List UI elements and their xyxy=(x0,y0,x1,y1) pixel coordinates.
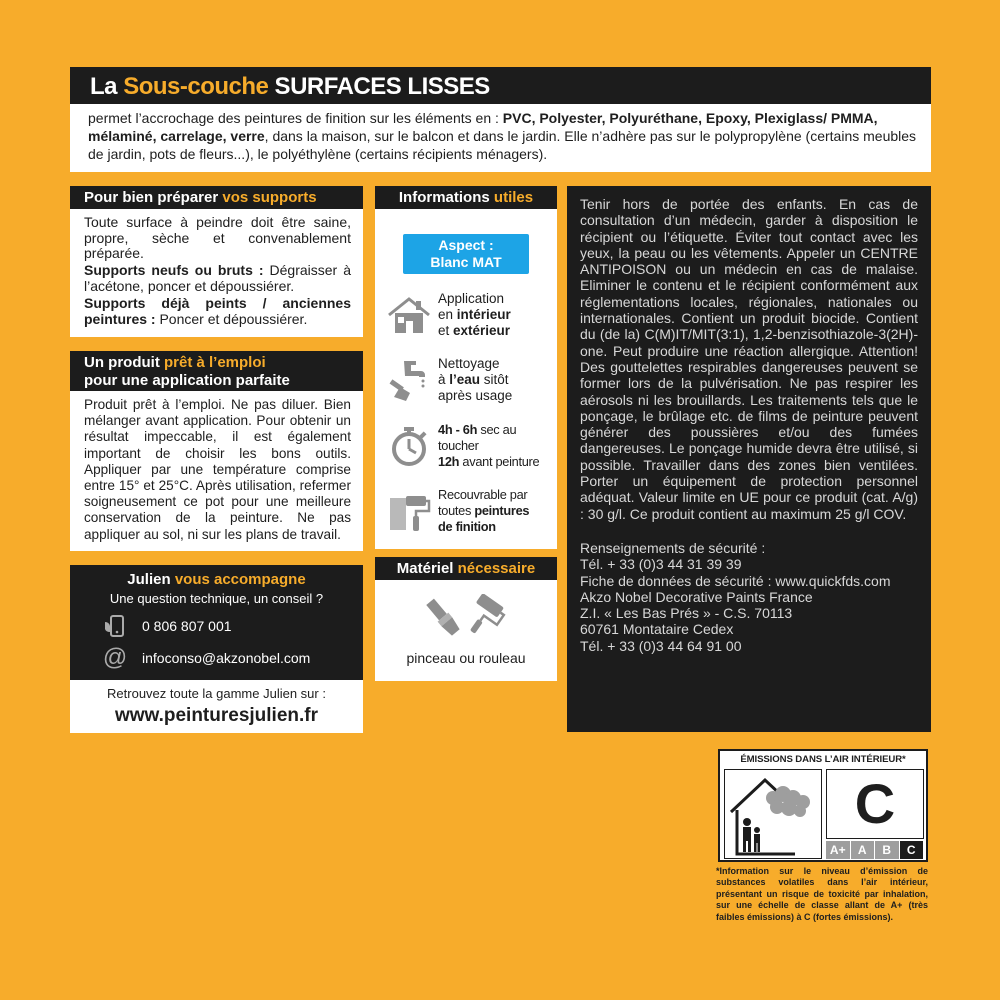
product-text: Produit prêt à l’emploi. Ne pas diluer. Bien mélanger avant application. Pour obtenir un résultat impeccable, il est également important de choisir les bons outils. Appliquer par une température comprise entre 15° et 25°C. Après utilisation, refermer soigneusement ce pot pour une meilleure conservation de la peinture. Ne pas appliquer au sol, ni sur les plans de travail. xyxy=(84,397,351,542)
prep-panel xyxy=(70,209,363,337)
info-heading xyxy=(375,186,557,209)
dry-repaint-time: 12h xyxy=(438,454,460,469)
contact-panel xyxy=(70,565,363,680)
prep-text-general: Toute surface à peindre doit être saine, propre, sèche et convenablement préparée. xyxy=(84,214,351,261)
title-highlight: Sous-couche xyxy=(123,73,269,100)
contact-email-row[interactable] xyxy=(102,645,310,671)
clean-line2a: à xyxy=(438,372,450,387)
app-line3a: et xyxy=(438,323,454,338)
prep-heading-white: Pour bien préparer xyxy=(84,189,223,206)
aspect-label: Aspect : xyxy=(438,237,494,253)
safety-line-4: Akzo Nobel Decorative Paints France xyxy=(580,588,813,605)
prep-text-new: Dégraisser à l’acétone, poncer et dépoussiérer. xyxy=(84,261,351,294)
contact-title-yellow: vous accompagne xyxy=(174,571,306,588)
contact-title-white: Julien xyxy=(127,571,175,588)
app-line2a: en xyxy=(438,307,457,322)
safety-panel xyxy=(567,186,931,732)
safety-text: Tenir hors de portée des enfants. En cas de consultation d’un médecin, garder à disposition le récipient ou l’étiquette. Éviter tout contact avec les yeux, la peau ou les vêtements. Appeler un CENTRE ANTIPOISON ou un médecin en cas de malaise. Eliminer le contenu et le récipient conformément aux réglementations locales, régionales, nationales ou internationales. Contient un produit biocide. Contient du (de la) C(M)IT/MIT(3:1), 1,2-benzisothiazole-3(2H)-one. Peut produire une réaction allergique. Attention! Des gouttelettes respirables dangereuses peuvent se former lors de la pulvérisation. Ne pas respirer les aérosols ni les brouillards. Les traitements tels que le ponçage, le brûlage etc. de films de peinture peuvent générer des poussières et/ou des fumées dangereuses. Le ponçage humide devra être utilisé, si possible. Travailler dans des zones bien ventilées. Porter un équipement de protection personnel adéquat. Valeur limite en UE pour ce produit (cat. A/g) : 30 g/l. Ce produit contient au maximum 25 g/l COV. xyxy=(580,196,918,522)
contact-title xyxy=(70,571,363,588)
aspect-value: Blanc MAT xyxy=(430,254,502,270)
contact-email[interactable]: infoconso@akzonobel.com xyxy=(142,650,311,666)
title-prefix: La xyxy=(90,73,124,100)
recoat-paints: peintures xyxy=(474,503,530,518)
app-line1: Application xyxy=(438,291,505,306)
product-heading xyxy=(70,351,363,391)
product-heading-yellow: prêt à l’emploi xyxy=(163,354,266,371)
prep-label-painted: Supports déjà peints / anciennes peintures : xyxy=(84,294,351,327)
range-panel xyxy=(70,680,363,733)
info-recoat xyxy=(383,487,555,535)
brush-roller-icon xyxy=(425,594,509,645)
intro-end: , dans la maison, sur le balcon et dans le jardin. Elle n’adhère pas sur le polypropylène (certains meubles de jardin, pots de fleurs...), le polyéthylène (certains récipients ménagers). xyxy=(88,128,917,162)
intro-start: permet l’accrochage des peintures de finition sur les éléments en : xyxy=(88,110,503,126)
clean-water: l’eau xyxy=(449,372,481,387)
house-icon xyxy=(383,291,435,339)
scale-c: C xyxy=(900,841,924,859)
info-cleaning xyxy=(383,356,555,404)
intro-text xyxy=(70,104,931,172)
faucet-brush-icon xyxy=(383,356,435,404)
prep-heading xyxy=(70,186,363,209)
info-application xyxy=(383,291,555,339)
page-title xyxy=(70,67,931,104)
app-exterior: extérieur xyxy=(453,323,511,338)
dry-line1b: sec au xyxy=(477,422,517,437)
scale-b: B xyxy=(875,841,899,859)
emission-note: *Information sur le niveau d’émission de substances volatiles dans l’air intérieur, présentant un risque de toxicité par inhalation, sur une échelle de classe allant de A+ (très faibles émissions) à C (fortes émissions). xyxy=(716,866,928,922)
title-suffix: SURFACES LISSES xyxy=(268,73,490,100)
material-heading-yellow: nécessaire xyxy=(457,560,536,577)
contact-phone-row[interactable] xyxy=(102,613,232,639)
material-heading-white: Matériel xyxy=(396,560,458,577)
contact-phone[interactable]: 0 806 807 001 xyxy=(142,618,232,634)
product-heading-line2: pour une application parfaite xyxy=(84,372,290,389)
material-panel xyxy=(375,580,557,681)
emission-class: C xyxy=(826,769,924,839)
emission-title: ÉMISSIONS DANS L’AIR INTÉRIEUR* xyxy=(740,754,906,765)
website-link[interactable]: www.peinturesjulien.fr xyxy=(114,705,319,726)
scale-a-plus: A+ xyxy=(826,841,850,859)
safety-line-3: Fiche de données de sécurité : www.quickfds.com xyxy=(580,572,891,589)
aspect-badge xyxy=(403,234,529,274)
material-text: pinceau ou rouleau xyxy=(406,650,526,666)
info-heading-yellow: utiles xyxy=(493,189,534,206)
info-heading-white: Informations xyxy=(398,189,494,206)
dry-line3b: avant peinture xyxy=(459,454,540,469)
dry-touch-time: 4h - 6h xyxy=(438,422,478,437)
emission-scale xyxy=(826,841,924,859)
house-emission-icon xyxy=(724,769,822,859)
dry-line2: toucher xyxy=(438,438,479,453)
emission-badge xyxy=(718,749,928,862)
phone-icon xyxy=(102,613,128,639)
stopwatch-icon xyxy=(383,422,435,470)
safety-line-1: Renseignements de sécurité : xyxy=(580,539,766,556)
prep-painted-supports xyxy=(84,295,351,328)
intro-materials: PVC, Polyester, Polyuréthane, Epoxy, Plexiglass/ PMMA, mélaminé, carrelage, verre xyxy=(88,110,878,144)
prep-label-new: Supports neufs ou bruts : xyxy=(84,261,264,278)
material-heading xyxy=(375,557,557,580)
prep-new-supports xyxy=(84,262,351,295)
info-drying xyxy=(383,422,555,470)
prep-heading-yellow: vos supports xyxy=(222,189,317,206)
at-icon: @ xyxy=(102,644,128,671)
safety-line-7: Tél. + 33 (0)3 44 64 91 00 xyxy=(580,637,742,654)
app-interior: intérieur xyxy=(456,307,511,322)
clean-line2c: sitôt xyxy=(480,372,509,387)
product-heading-white: Un produit xyxy=(84,354,164,371)
recoat-line1: Recouvrable par xyxy=(438,487,528,502)
safety-line-6: 60761 Montataire Cedex xyxy=(580,621,734,638)
safety-line-5: Z.I. « Les Bas Prés » - C.S. 70113 xyxy=(580,605,793,622)
paint-roller-icon xyxy=(383,487,435,535)
range-text: Retrouvez toute la gamme Julien sur : xyxy=(107,686,326,701)
clean-line3: après usage xyxy=(438,388,513,403)
recoat-line3: de finition xyxy=(438,519,496,534)
clean-line1: Nettoyage xyxy=(438,356,500,371)
contact-question: Une question technique, un conseil ? xyxy=(109,591,324,606)
prep-text-painted: Poncer et dépoussiérer. xyxy=(155,311,308,327)
info-panel xyxy=(375,209,557,549)
scale-a: A xyxy=(851,841,875,859)
safety-contacts xyxy=(580,540,918,654)
product-panel xyxy=(70,391,363,551)
recoat-line2a: toutes xyxy=(438,503,475,518)
safety-line-2: Tél. + 33 (0)3 44 31 39 39 xyxy=(580,556,742,573)
